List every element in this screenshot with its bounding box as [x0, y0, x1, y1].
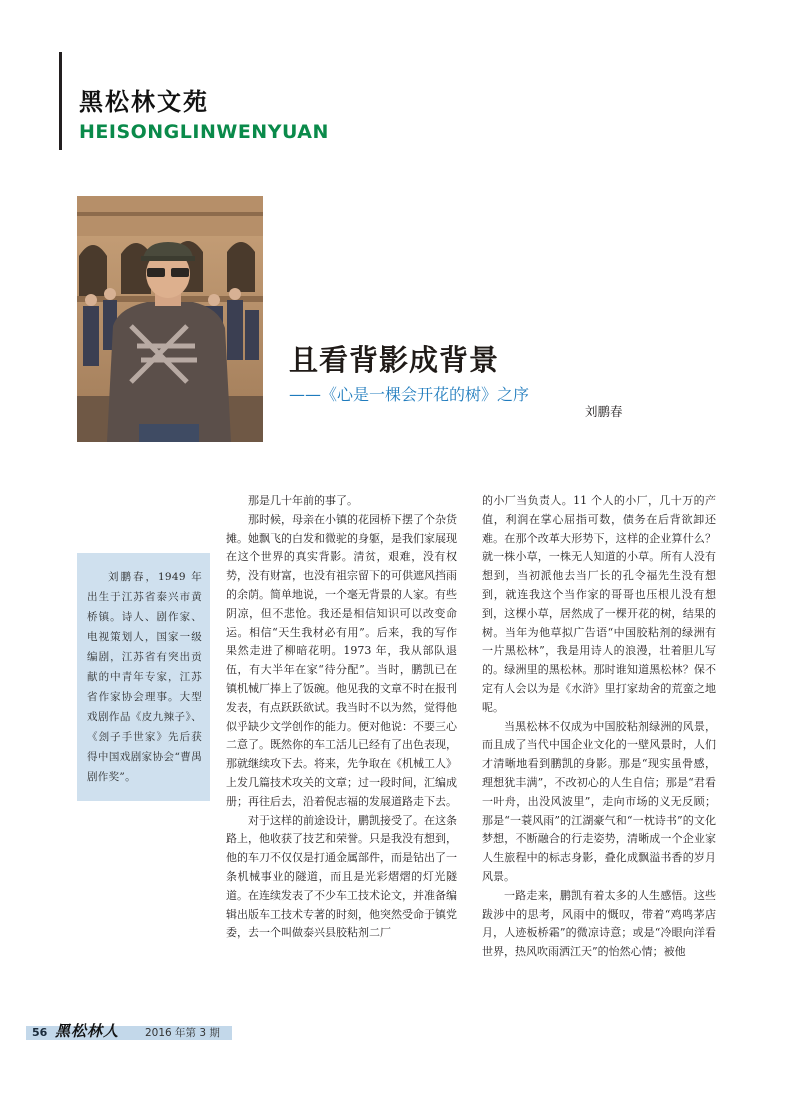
paragraph: 当黑松林不仅成为中国胶粘剂绿洲的风景，而且成了当代中国企业文化的一壁风景时，人们才清晰地看到鹏凯的身影。那是“现实虽骨感，理想犹丰满”，不改初心的人生自信；那是“君看一叶舟，出没风波里”，走向市场的义无反顾；那是“一蓑风雨”的江湖豪气和“一枕诗书”的文化梦想，不断融合的行走姿势，清晰成一个企业家人生旅程中的标志身影，叠化成飘溢书香的岁月风景。 — [482, 719, 716, 883]
author-bio-box — [77, 553, 210, 801]
author-photo — [77, 196, 263, 442]
paragraph: 对于这样的前途设计，鹏凯接受了。在这条路上，他收获了技艺和荣誉。只是我没有想到，他的车刀不仅仅是打通金属部件，而是钻出了一条机械事业的隧道，而且是光彩熠熠的灯光隧道。在连续发表了不少车工技术论文，并准备编辑出版车工技术专著的时刻，他突然受命于镇党委，去一个叫做泰兴县胶粘剂二厂 — [226, 813, 457, 940]
body-column-left — [226, 492, 457, 943]
paragraph: 一路走来，鹏凯有着太多的人生感悟。这些跋涉中的思考，风雨中的慨叹，带着“鸡鸣茅店月，人迹板桥霜”的微凉诗意；或是“冷眼向洋看世界，热风吹雨洒江天”的怡然心情；被他 — [482, 888, 716, 959]
article-subtitle: ——《心是一棵会开花的树》之序 — [289, 385, 530, 404]
paragraph: 那是几十年前的事了。 — [248, 494, 358, 507]
paragraph: 那时候，母亲在小镇的花园桥下摆了个杂货摊。她飘飞的白发和微驼的身躯，是我们家展现在这个世界的真实背影。清贫，艰难，没有权势，没有财富，也没有祖宗留下的可供遮风挡雨的余荫。简单地说，一个毫无背景的人家。有些阴凉，但不悲怆。我还是相信知识可以改变命运。相信“天生我材必有用”。后来，我的写作果然走进了柳暗花明。1973 年，我从部队退伍，有大半年在家“待分配”。当时，鹏凯已在镇机械厂捧上了饭碗。他见我的文章不时在报刊发表，有点跃跃欲试。我当时不以为然，觉得他似乎缺少文学创作的能力。便对他说：不要三心二意了。既然你的车工活儿已经有了出色表现，那就继续攻下去。将来，先争取在《机械工人》上发几篇技术攻关的文章；过一段时间，汇编成册；再往后去，沿着倪志福的发展道路走下去。 — [226, 512, 457, 808]
paragraph: 的小厂当负责人。11 个人的小厂，几十万的产值，利润在掌心屈指可数，债务在后背欲卸还难。在那个改革大形势下，这样的企业算什么？就一株小草，一株无人知道的小草。所有人没有想到，当初派他去当厂长的孔令福先生没有想到，就连我这个当作家的哥哥也压根儿没有想到，这棵小草，居然成了一棵开花的树，结果的树。当年为他草拟广告语“中国胶粘剂的绿洲有一片黑松林”，我是用诗人的浪漫，壮着胆儿写的。绿洲里的黑松林。那时谁知道黑松林？保不定有人会以为是《水浒》里打家劫舍的荒蛮之地呢。 — [482, 494, 716, 714]
article-title: 且看背影成背景 — [289, 343, 500, 377]
author-bio-text: 刘鹏春，1949 年出生于江苏省泰兴市黄桥镇。诗人、剧作家、电视策划人，国家一级编剧，江苏省有突出贡献的中青年专家，江苏省作家协会理事。大型戏剧作品《皮九辣子》、《刽子手世家》先后获得中国戏剧家协会“曹禺剧作奖”。 — [87, 571, 202, 783]
author-name: 刘鹏春 — [585, 404, 623, 419]
body-column-right — [482, 492, 716, 962]
column-title: 黑松林文苑 — [79, 88, 209, 116]
page-number: 56 — [32, 1026, 48, 1039]
column-accent-bar — [59, 52, 62, 150]
issue-label: 2016 年第 3 期 — [145, 1027, 220, 1039]
magazine-logo: 黑松林人 — [55, 1022, 120, 1040]
column-subtitle: HEISONGLINWENYUAN — [79, 121, 329, 143]
